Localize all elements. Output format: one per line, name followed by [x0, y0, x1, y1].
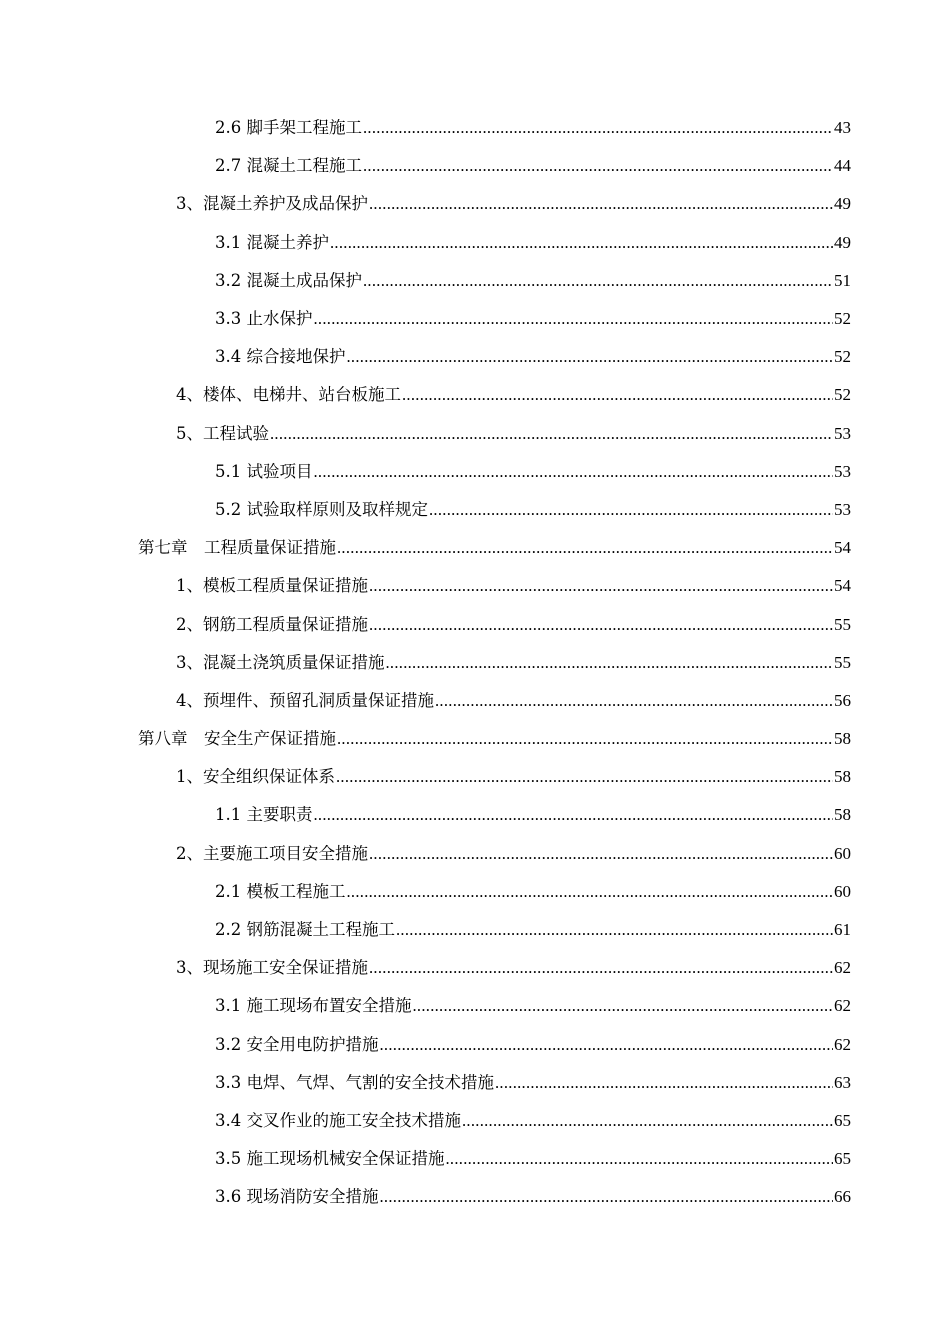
toc-entry-page-number: 51: [834, 270, 851, 290]
toc-dot-leader: [396, 920, 833, 940]
toc-entry-page-number: 54: [834, 538, 851, 558]
toc-entry-title: 3.4 交叉作业的施工安全技术措施: [215, 1110, 461, 1130]
toc-entry-title: 4、预埋件、预留孔洞质量保证措施: [176, 690, 434, 710]
toc-entry[interactable]: [0, 644, 950, 682]
toc-dot-leader: [369, 958, 833, 978]
toc-entry-page-number: 60: [834, 881, 851, 901]
toc-entry-title: 2.7 混凝土工程施工: [215, 156, 362, 176]
toc-entry-page-number: 52: [834, 309, 851, 329]
toc-dot-leader: [270, 424, 833, 444]
toc-entry-title: 3.4 综合接地保护: [215, 347, 346, 367]
toc-entry-page-number: 61: [834, 920, 851, 940]
toc-entry-title: 3.1 混凝土养护: [215, 232, 329, 252]
toc-dot-leader: [462, 1111, 833, 1131]
toc-entry-title: 1、安全组织保证体系: [176, 767, 335, 787]
toc-entry-page-number: 58: [834, 805, 851, 825]
toc-dot-leader: [446, 1149, 834, 1169]
toc-entry-title: 3.2 混凝土成品保护: [215, 270, 362, 290]
toc-entry[interactable]: [0, 376, 950, 414]
toc-dot-leader: [402, 385, 833, 405]
toc-dot-leader: [363, 156, 833, 176]
toc-entry[interactable]: [0, 147, 950, 185]
toc-entry-title: 1、模板工程质量保证措施: [176, 576, 368, 596]
toc-entry[interactable]: [0, 1140, 950, 1178]
toc-entry-page-number: 60: [834, 843, 851, 863]
toc-entry-title: 3.3 止水保护: [215, 309, 313, 329]
toc-dot-leader: [314, 309, 834, 329]
toc-dot-leader: [363, 118, 833, 138]
toc-entry-page-number: 65: [834, 1110, 851, 1130]
toc-dot-leader: [435, 691, 833, 711]
toc-entry-title: 3.3 电焊、气焊、气割的安全技术措施: [215, 1072, 494, 1092]
toc-entry-page-number: 54: [834, 576, 851, 596]
toc-entry-page-number: 56: [834, 690, 851, 710]
toc-entry[interactable]: [0, 911, 950, 949]
toc-dot-leader: [347, 882, 834, 902]
toc-entry[interactable]: [0, 1178, 950, 1216]
toc-entry[interactable]: [0, 987, 950, 1025]
toc-entry[interactable]: [0, 605, 950, 643]
toc-dot-leader: [363, 271, 833, 291]
toc-dot-leader: [369, 576, 833, 596]
toc-entry[interactable]: [0, 453, 950, 491]
toc-entry-page-number: 58: [834, 729, 851, 749]
toc-entry-page-number: 55: [834, 614, 851, 634]
toc-entry[interactable]: [0, 338, 950, 376]
toc-entry-page-number: 62: [834, 996, 851, 1016]
toc-entry-title: 3.2 安全用电防护措施: [215, 1034, 379, 1054]
toc-entry-title: 3、现场施工安全保证措施: [176, 958, 368, 978]
toc-dot-leader: [330, 233, 833, 253]
toc-entry-page-number: 53: [834, 499, 851, 519]
toc-entry-title: 第八章 安全生产保证措施: [138, 729, 336, 749]
toc-entry[interactable]: [0, 1026, 950, 1064]
table-of-contents: [0, 109, 950, 1216]
toc-entry-page-number: 52: [834, 347, 851, 367]
toc-dot-leader: [380, 1187, 834, 1207]
toc-dot-leader: [314, 805, 834, 825]
toc-entry[interactable]: [0, 415, 950, 453]
toc-entry-title: 2.6 脚手架工程施工: [215, 118, 362, 138]
toc-entry[interactable]: [0, 491, 950, 529]
toc-dot-leader: [314, 462, 834, 482]
toc-dot-leader: [337, 538, 833, 558]
toc-dot-leader: [337, 729, 833, 749]
toc-entry-page-number: 49: [834, 194, 851, 214]
toc-dot-leader: [413, 996, 834, 1016]
toc-entry-title: 1.1 主要职责: [215, 805, 313, 825]
toc-entry-page-number: 44: [834, 156, 851, 176]
toc-entry-page-number: 66: [834, 1187, 851, 1207]
toc-entry-page-number: 49: [834, 232, 851, 252]
toc-entry-title: 3、混凝土浇筑质量保证措施: [176, 652, 385, 672]
toc-entry-page-number: 53: [834, 461, 851, 481]
toc-entry[interactable]: [0, 567, 950, 605]
toc-entry[interactable]: [0, 758, 950, 796]
toc-entry[interactable]: [0, 1102, 950, 1140]
toc-entry-title: 4、楼体、电梯井、站台板施工: [176, 385, 401, 405]
toc-dot-leader: [495, 1073, 833, 1093]
toc-entry[interactable]: [0, 185, 950, 223]
toc-entry-title: 2、主要施工项目安全措施: [176, 843, 368, 863]
toc-entry[interactable]: [0, 682, 950, 720]
toc-entry-page-number: 62: [834, 958, 851, 978]
toc-entry-page-number: 58: [834, 767, 851, 787]
toc-entry-title: 5.1 试验项目: [215, 461, 313, 481]
toc-entry[interactable]: [0, 873, 950, 911]
toc-entry[interactable]: [0, 529, 950, 567]
toc-dot-leader: [380, 1035, 834, 1055]
toc-dot-leader: [369, 194, 833, 214]
toc-entry-title: 第七章 工程质量保证措施: [138, 538, 336, 558]
toc-entry-page-number: 65: [834, 1149, 851, 1169]
toc-entry-page-number: 52: [834, 385, 851, 405]
toc-entry[interactable]: [0, 109, 950, 147]
toc-entry[interactable]: [0, 835, 950, 873]
toc-entry[interactable]: [0, 1064, 950, 1102]
toc-dot-leader: [369, 844, 833, 864]
toc-entry-title: 3、混凝土养护及成品保护: [176, 194, 368, 214]
toc-entry[interactable]: [0, 949, 950, 987]
toc-entry[interactable]: [0, 224, 950, 262]
toc-entry-page-number: 53: [834, 423, 851, 443]
toc-entry-page-number: 62: [834, 1034, 851, 1054]
toc-dot-leader: [429, 500, 833, 520]
toc-entry-page-number: 43: [834, 118, 851, 138]
toc-entry-title: 5、工程试验: [176, 423, 269, 443]
toc-dot-leader: [336, 767, 833, 787]
toc-entry-title: 3.6 现场消防安全措施: [215, 1187, 379, 1207]
toc-entry[interactable]: [0, 300, 950, 338]
toc-dot-leader: [369, 615, 833, 635]
toc-dot-leader: [386, 653, 834, 673]
toc-entry-page-number: 63: [834, 1072, 851, 1092]
toc-entry-title: 3.1 施工现场布置安全措施: [215, 996, 412, 1016]
toc-entry[interactable]: [0, 262, 950, 300]
toc-entry[interactable]: [0, 796, 950, 834]
toc-dot-leader: [347, 347, 834, 367]
toc-entry[interactable]: [0, 720, 950, 758]
toc-entry-title: 5.2 试验取样原则及取样规定: [215, 499, 428, 519]
toc-entry-title: 2.1 模板工程施工: [215, 881, 346, 901]
toc-entry-title: 2、钢筋工程质量保证措施: [176, 614, 368, 634]
toc-entry-page-number: 55: [834, 652, 851, 672]
toc-entry-title: 3.5 施工现场机械安全保证措施: [215, 1149, 445, 1169]
toc-entry-title: 2.2 钢筋混凝土工程施工: [215, 920, 395, 940]
